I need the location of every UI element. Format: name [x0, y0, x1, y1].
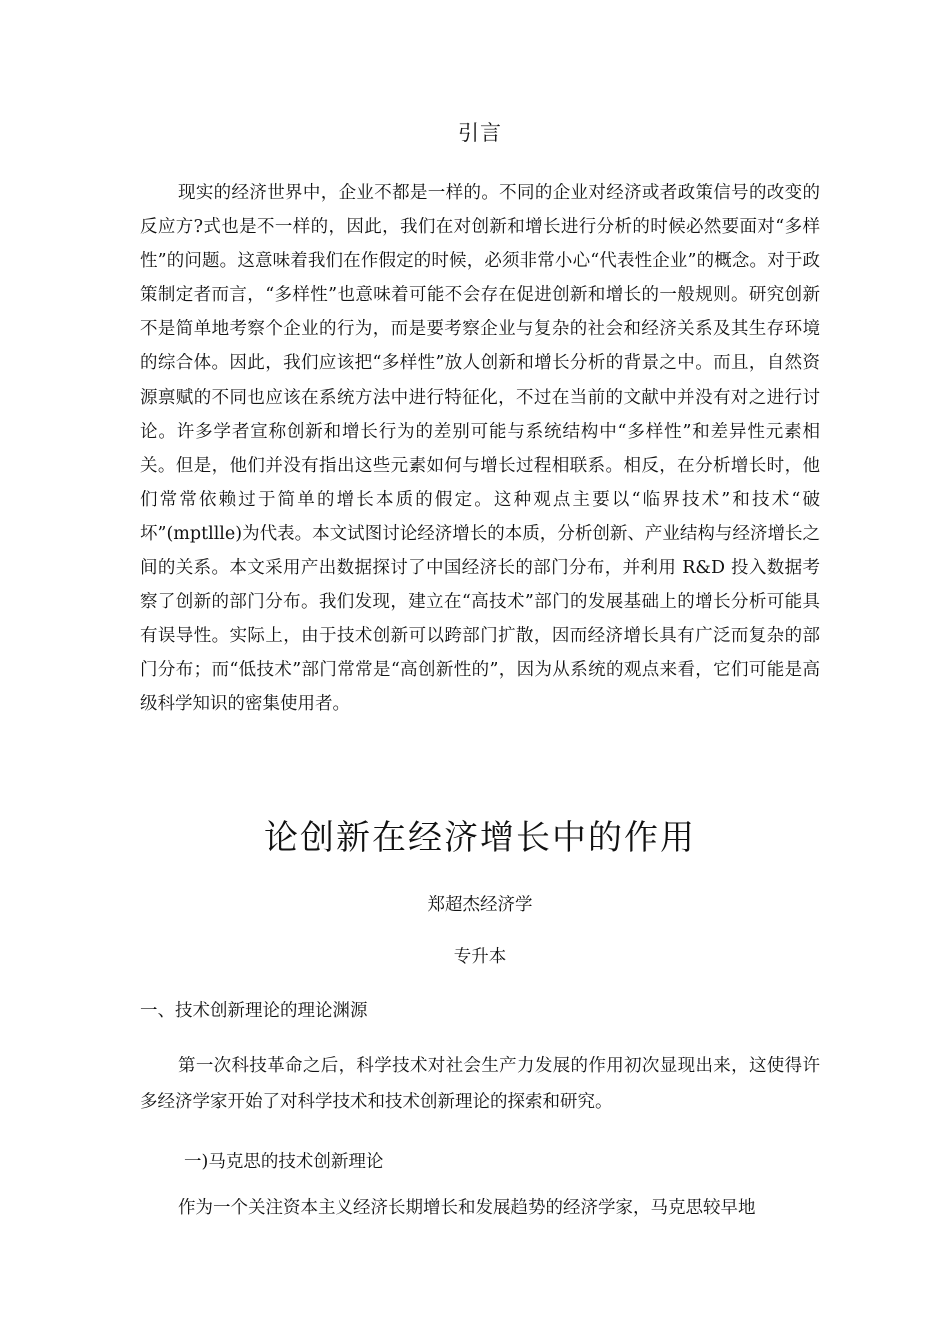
subsection-heading: 一)马克思的技术创新理论: [184, 1152, 384, 1172]
author-line: 郑超杰经济学: [427, 895, 533, 915]
section-heading: 一、技术创新理论的理论渊源: [140, 1001, 368, 1021]
intro-heading: 引言: [458, 121, 502, 145]
program-line: 专升本: [453, 947, 507, 967]
subsection-paragraph: 作为一个关注资本主义经济长期增长和发展趋势的经济学家，马克思较早地: [178, 1198, 756, 1218]
section-paragraph: 第一次科技革命之后，科学技术对社会生产力发展的作用初次显现出来，这使得许多经济学家开始了对科学技术和技术创新理论的探索和研究。: [140, 1056, 820, 1112]
article-title: 论创新在经济增长中的作用: [264, 818, 696, 858]
intro-paragraph: 现实的经济世界中，企业不都是一样的。不同的企业对经济或者政策信号的改变的反应方?式也是不一样的，因此，我们在对创新和增长进行分析的时候必然要面对“多样性”的问题。这意味着我们在作假定的时候，必须非常小心“代表性企业”的概念。对于政策制定者而言，“多样性”也意味着可能不会存在促进创新和增长的一般规则。研究创新不是简单地考察个企业的行为，而是要考察企业与复杂的社会和经济关系及其生存环境的综合体。因此，我们应该把“多样性”放人创新和增长分析的背景之中。而且，自然资源禀赋的不同也应该在系统方法中进行特征化，不过在当前的文献中并没有对之进行讨论。许多学者宣称创新和增长行为的差别可能与系统结构中“多样性”和差异性元素相关。但是，他们并没有指出这些元素如何与增长过程相联系。相反，在分析增长时，他们常常依赖过于简单的增长本质的假定。这种观点主要以“临界技术”和技术“破坏”(mptllle)为代表。本文试图讨论经济增长的本质，分析创新、产业结构与经济增长之间的关系。本文采用产出数据探讨了中国经济长的部门分布，并利用 R&D 投入数据考察了创新的部门分布。我们发现，建立在“高技术”部门的发展基础上的增长分析可能具有误导性。实际上，由于技术创新可以跨部门扩散，因而经济增长具有广泛而复杂的部门分布；而“低技术”部门常常是“高创新性的”，因为从系统的观点来看，它们可能是高级科学知识的密集使用者。: [140, 183, 820, 715]
